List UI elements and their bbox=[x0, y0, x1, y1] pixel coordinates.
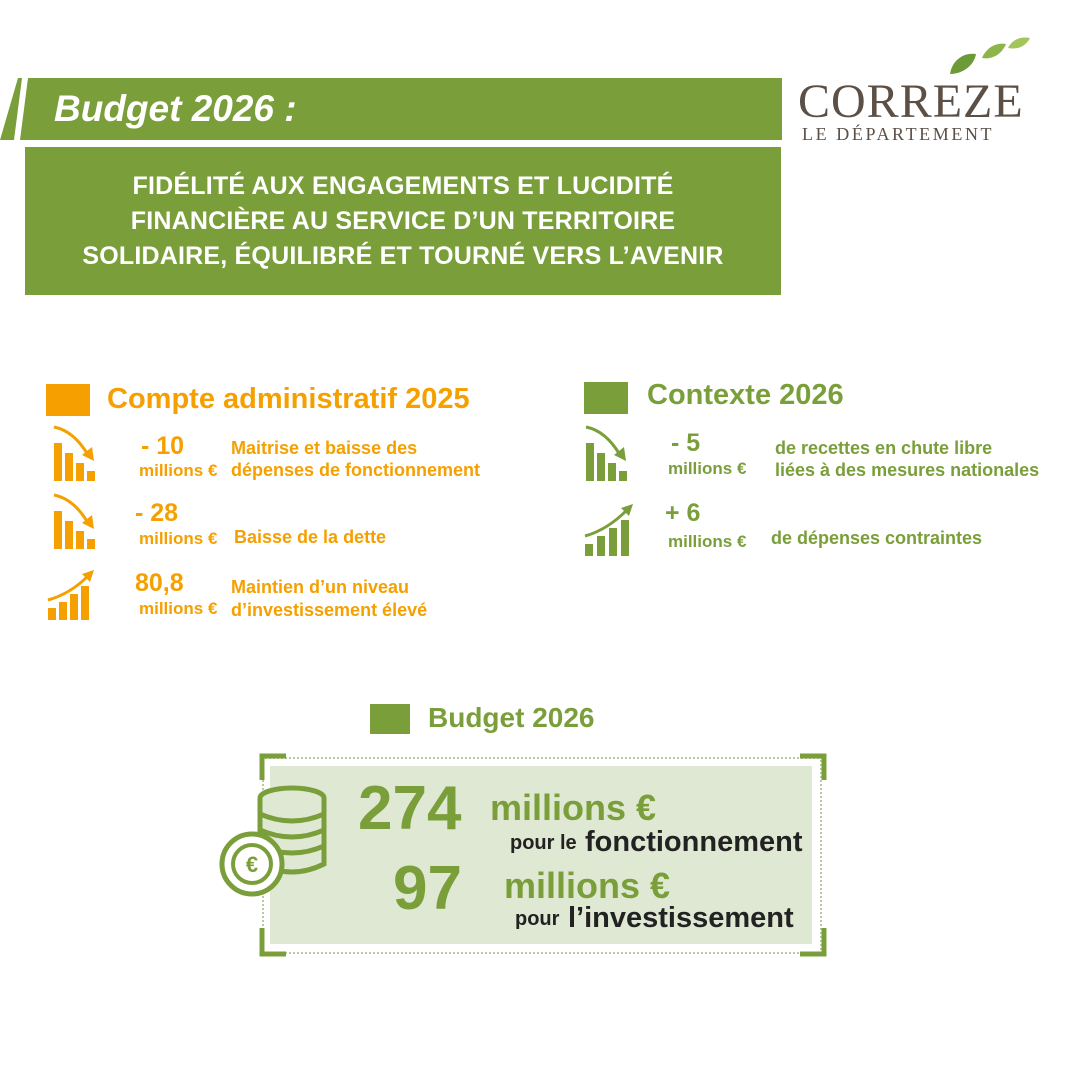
subtitle-box bbox=[25, 147, 781, 295]
contexte-desc-2: de dépenses contraintes bbox=[771, 528, 983, 548]
chart-increase-icon bbox=[46, 568, 98, 622]
compte-desc-1b: dépenses de fonctionnement bbox=[231, 460, 481, 480]
euro-coin-stack-icon bbox=[218, 784, 330, 900]
budget-investissement-label: l’investissement bbox=[568, 902, 794, 934]
logo-name: CORREZE bbox=[798, 75, 1024, 128]
contexte-desc-1b: liées à des mesures nationales bbox=[775, 460, 1040, 480]
budget-investissement-value: 97 bbox=[393, 854, 462, 923]
chart-decrease-icon bbox=[52, 493, 102, 551]
budget-fonctionnement-value: 274 bbox=[358, 774, 462, 843]
contexte-square-marker bbox=[584, 382, 628, 414]
contexte-unit-2: millions € bbox=[668, 532, 747, 551]
contexte-value-1: - 5 bbox=[671, 429, 701, 457]
subtitle-line-1: FIDÉLITÉ AUX ENGAGEMENTS ET LUCIDITÉ bbox=[132, 171, 674, 200]
svg-text:€: € bbox=[245, 852, 259, 877]
compte-square-marker bbox=[46, 384, 90, 416]
budget-square-marker bbox=[370, 704, 410, 734]
budget-fonctionnement-pour: pour le bbox=[510, 832, 577, 854]
compte-value-2: - 28 bbox=[135, 499, 179, 527]
compte-desc-3b: d’investissement élevé bbox=[231, 600, 428, 620]
compte-unit-3: millions € bbox=[139, 599, 218, 618]
compte-value-3: 80,8 bbox=[135, 569, 184, 597]
contexte-title: Contexte 2026 bbox=[647, 379, 844, 411]
contexte-desc-1a: de recettes en chute libre bbox=[775, 438, 993, 458]
chart-decrease-icon bbox=[52, 425, 102, 483]
contexte-unit-1: millions € bbox=[668, 459, 747, 478]
logo-subtitle: LE DÉPARTEMENT bbox=[802, 124, 995, 144]
subtitle-line-2: FINANCIÈRE AU SERVICE D’UN TERRITOIRE bbox=[130, 206, 676, 235]
compte-desc-3a: Maintien d’un niveau bbox=[231, 577, 410, 597]
budget-fonctionnement-unit: millions € bbox=[490, 787, 657, 828]
budget-title: Budget 2026 bbox=[428, 702, 595, 733]
chart-decrease-icon bbox=[584, 425, 634, 483]
compte-unit-2: millions € bbox=[139, 529, 218, 548]
chart-increase-icon bbox=[583, 502, 637, 558]
budget-investissement-pour: pour bbox=[515, 908, 560, 930]
title-band bbox=[0, 78, 782, 140]
compte-value-1: - 10 bbox=[141, 432, 185, 460]
compte-desc-2: Baisse de la dette bbox=[234, 527, 387, 547]
page-title: Budget 2026 : bbox=[54, 88, 297, 129]
compte-desc-1a: Maitrise et baisse des bbox=[231, 438, 418, 458]
budget-fonctionnement-label: fonctionnement bbox=[585, 826, 803, 858]
contexte-value-2: + 6 bbox=[665, 499, 701, 527]
budget-investissement-unit: millions € bbox=[504, 865, 671, 906]
subtitle-line-3: SOLIDAIRE, ÉQUILIBRÉ ET TOURNÉ VERS L’AVENIR bbox=[82, 241, 724, 270]
compte-unit-1: millions € bbox=[139, 461, 218, 480]
compte-title: Compte administratif 2025 bbox=[107, 383, 470, 415]
